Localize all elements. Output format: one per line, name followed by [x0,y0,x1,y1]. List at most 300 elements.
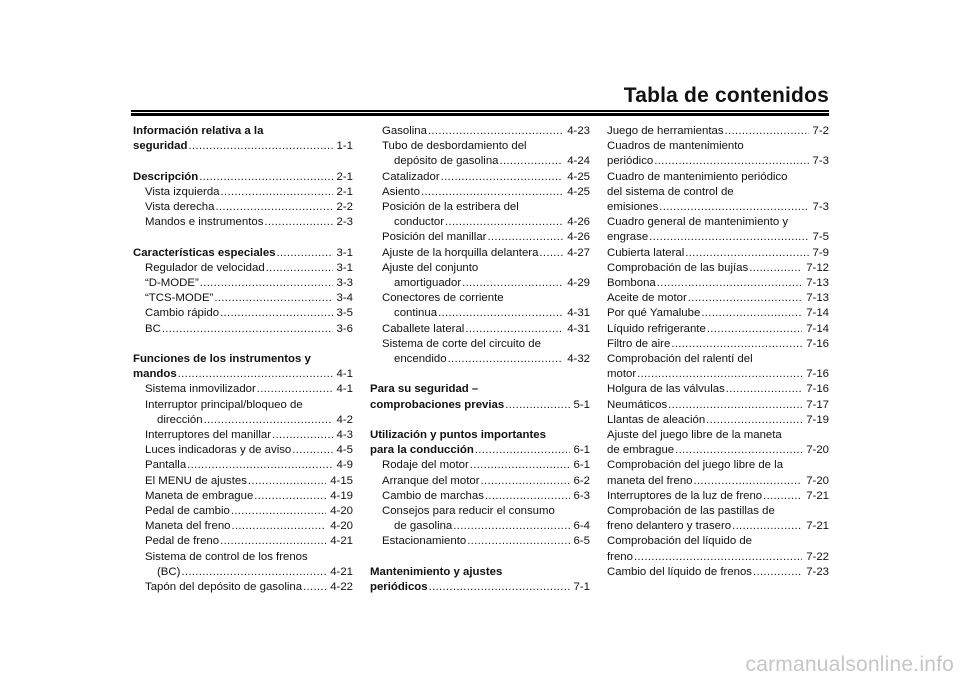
toc-entry[interactable] [370,291,590,321]
toc-entry-title: mandos [133,368,177,381]
toc-entry-line [145,215,353,230]
toc-entry[interactable] [370,230,590,245]
toc-entry-title: freno [607,550,633,563]
toc-entry[interactable] [133,261,353,276]
toc-entry-title: Ajuste del conjunto [382,261,479,274]
toc-entry-line [607,139,829,154]
toc-entry[interactable] [607,352,829,382]
toc-entry[interactable] [607,337,829,352]
dot-leader [254,489,326,504]
toc-entry[interactable] [133,474,353,489]
toc-page-number: 4-19 [330,489,353,502]
toc-page-number: 4-25 [567,170,590,183]
toc-entry-line [133,124,353,139]
toc-page-number: 7-5 [812,231,829,244]
toc-entry[interactable] [607,306,829,321]
toc-entry[interactable] [607,261,829,276]
toc-entry[interactable] [370,170,590,185]
dot-leader [671,337,802,352]
toc-entry-line [382,124,590,139]
toc-entry-title: Cambio de marchas [382,489,484,502]
toc-page-number: 4-20 [330,520,353,533]
toc-entry-line [607,352,829,367]
toc-page-number: 7-16 [806,337,829,350]
toc-entry-title: Rodaje del motor [382,459,469,472]
dot-leader [637,367,802,382]
toc-entry[interactable] [133,306,353,321]
toc-section-heading[interactable] [133,124,353,154]
toc-entry-line [145,428,353,443]
toc-entry-line [607,428,829,443]
toc-entry[interactable] [133,200,353,215]
toc-entry[interactable] [370,474,590,489]
toc-column-2 [370,124,590,595]
toc-entry[interactable] [607,276,829,291]
toc-entry-title: Descripción [133,170,199,183]
toc-entry[interactable] [370,139,590,169]
toc-page-number: 2-3 [336,216,353,229]
toc-entry[interactable] [607,139,829,169]
toc-entry-line [607,534,829,549]
toc-entry-title: Comprobación de las bujías [607,261,749,274]
toc-entry-title: Estacionamiento [382,535,467,548]
toc-entry-title: Neumáticos [607,398,668,411]
toc-entry-line [145,580,353,595]
toc-page-number: 3-1 [336,261,353,274]
toc-entry-title: Tapón del depósito de gasolina [145,581,303,594]
toc-page-number: 3-4 [336,292,353,305]
toc-entry-line [607,398,829,413]
toc-page-number: 3-3 [336,277,353,289]
toc-entry-line [382,534,590,549]
toc-entry-line [382,504,590,519]
toc-entry[interactable] [607,504,829,534]
dot-leader [181,565,326,580]
toc-entry[interactable] [370,124,590,139]
toc-entry-title: Mantenimiento y ajustes [370,565,503,578]
toc-column-3 [607,124,829,580]
toc-entry-line [145,276,353,291]
toc-entry-title: Gasolina [382,125,427,137]
toc-entry[interactable] [607,565,829,580]
toc-page-number: 6-2 [573,474,590,487]
toc-entry-title: Juego de herramientas [607,125,724,137]
toc-entry-line [133,139,353,154]
toc-entry-line [382,337,590,352]
toc-page-number: 2-2 [336,201,353,213]
toc-entry-title: de embrague [607,444,675,457]
toc-column-1 [133,124,353,595]
dot-leader [292,443,332,458]
dot-leader [467,534,569,549]
toc-entry[interactable] [370,246,590,261]
dot-leader [462,276,563,291]
toc-page-number: 6-4 [573,520,590,533]
toc-page-number: 6-1 [573,459,590,472]
toc-entry-title: Luces indicadoras y de aviso [145,444,292,457]
toc-entry-title: Interruptor principal/bloqueo de [145,398,303,411]
dot-leader [675,443,802,458]
toc-entry-title: Utilización y puntos importantes [370,429,546,442]
toc-page-number: 4-3 [336,429,353,442]
toc-entry[interactable] [370,322,590,337]
dot-leader [232,519,327,534]
toc-page-number: 4-23 [567,125,590,137]
toc-entry-title: encendido [394,353,447,366]
toc-entry-title: dirección [157,413,203,426]
toc-entry[interactable] [607,246,829,261]
toc-entry[interactable] [607,170,829,216]
toc-page-number: 7-3 [812,155,829,168]
toc-entry[interactable] [133,291,353,306]
toc-entry[interactable] [133,534,353,549]
dot-leader [215,200,332,215]
toc-entry-title: Holgura de las válvulas [607,383,725,396]
dot-leader [475,443,570,458]
toc-entry[interactable] [133,489,353,504]
toc-entry-title: Mandos e instrumentos [145,216,264,229]
toc-page-number: 4-5 [336,444,353,457]
toc-entry-title: Arranque del motor [382,474,480,487]
toc-entry-line [607,504,829,519]
toc-page-number: 7-13 [806,292,829,305]
toc-entry-line [382,246,590,261]
toc-entry[interactable] [607,534,829,564]
toc-page-number: 2-1 [336,185,353,198]
toc-entry-line [607,458,829,473]
toc-entry-line [382,215,590,230]
dot-leader [214,291,332,306]
toc-entry-line [145,398,353,413]
dot-leader [429,580,570,595]
toc-entry[interactable] [133,382,353,397]
toc-entry-title: Maneta del freno [145,520,231,533]
toc-entry-title: Catalizador [382,170,440,183]
toc-entry[interactable] [370,504,590,534]
toc-entry-line [145,185,353,200]
toc-page-number: 7-14 [806,322,829,335]
dot-leader [688,291,802,306]
toc-entry-line [382,306,590,321]
toc-entry-line [382,458,590,473]
dot-leader [706,413,802,428]
toc-entry-line [607,565,829,580]
toc-entry[interactable] [607,428,829,458]
dot-leader [421,185,563,200]
toc-page-number: 7-21 [806,520,829,533]
toc-section-heading[interactable] [133,352,353,382]
dot-leader [199,170,332,185]
toc-entry-title: Características especiales [133,246,276,259]
toc-entry-title: Posición del manillar [382,231,487,244]
toc-entry-title: Regulador de velocidad [145,261,265,274]
toc-entry[interactable] [370,337,590,367]
toc-page-number: 4-9 [336,459,353,472]
toc-entry-line [382,352,590,367]
toc-entry-line [382,489,590,504]
toc-entry-title: Ajuste del juego libre de la maneta [607,429,782,442]
toc-entry-title: Sistema de control de los frenos [145,550,308,563]
toc-page-number: 7-2 [812,125,829,137]
toc-entry[interactable] [607,413,829,428]
toc-entry-title: Bombona [607,277,656,290]
toc-entry-title: Pedal de freno [145,535,220,548]
toc-entry-title: periódicos [370,581,428,594]
toc-entry-line [607,413,829,428]
toc-entry-line [382,276,590,291]
dot-leader [204,413,333,428]
toc-entry[interactable] [133,580,353,595]
toc-entry-title: Filtro de aire [607,337,671,350]
toc-entry[interactable] [607,215,829,245]
toc-entry-title: Sistema de corte del circuito de [382,337,541,350]
toc-entry-line [145,322,353,337]
dot-leader [303,580,326,595]
toc-page-number: 4-21 [330,535,353,548]
toc-entry[interactable] [133,276,353,291]
toc-entry-title: Maneta de embrague [145,489,254,502]
toc-section-heading[interactable] [370,565,590,595]
toc-entry[interactable] [607,322,829,337]
toc-entry[interactable] [133,428,353,443]
toc-entry-title: comprobaciones previas [370,398,505,411]
toc-entry[interactable] [133,550,353,580]
toc-entry[interactable] [370,534,590,549]
dot-leader [272,428,333,443]
toc-page-number: 4-27 [567,246,590,259]
toc-entry-title: motor [607,368,637,381]
toc-entry-line [607,474,829,489]
toc-entry-title: Cuadro general de mantenimiento y [607,216,789,229]
toc-entry[interactable] [607,382,829,397]
toc-entry-line [133,170,353,185]
dot-leader [685,246,808,261]
toc-entry-line [607,443,829,458]
toc-entry[interactable] [370,185,590,200]
toc-entry-title: Pedal de cambio [145,505,230,518]
toc-entry-title: BC [145,322,161,335]
toc-entry-title: Comprobación del juego libre de la [607,459,784,472]
dot-leader [505,398,569,413]
toc-entry-title: Funciones de los instrumentos y [133,353,311,365]
toc-entry-title: Conectores de corriente [382,292,504,305]
toc-entry[interactable] [133,458,353,473]
toc-entry-line [382,474,590,489]
toc-entry-line [145,443,353,458]
toc-page-number: 4-1 [336,383,353,396]
toc-entry-line [607,276,829,291]
dot-leader [162,322,333,337]
toc-entry-line [607,215,829,230]
toc-page-number: 7-19 [806,413,829,426]
toc-entry[interactable] [370,200,590,230]
toc-page-number: 6-5 [573,535,590,548]
dot-leader [445,215,563,230]
toc-page-number: 7-20 [806,444,829,457]
toc-entry[interactable] [370,458,590,473]
dot-leader [753,565,802,580]
toc-entry[interactable] [607,124,829,139]
toc-entry-line [607,170,829,185]
toc-page-number: 7-16 [806,368,829,381]
dot-leader [749,261,802,276]
toc-entry-title: Comprobación del líquido de [607,535,753,548]
dot-leader [438,306,563,321]
toc-entry[interactable] [133,215,353,230]
dot-leader [707,322,802,337]
toc-entry-line [145,534,353,549]
toc-entry-title: seguridad [133,140,188,153]
toc-entry-title: Comprobación de las pastillas de [607,505,775,518]
toc-page-number: 4-32 [567,353,590,366]
toc-entry-line [145,261,353,276]
dot-leader [266,261,333,276]
dot-leader [257,382,333,397]
page-title: Tabla de contenidos [623,84,829,107]
toc-page-number: 3-6 [336,322,353,335]
toc-entry-line [370,398,590,413]
toc-entry[interactable] [133,398,353,428]
toc-entry-line [145,550,353,565]
toc-entry-title: depósito de gasolina [394,155,499,168]
dot-leader [200,276,333,291]
toc-entry-title: para la conducción [370,444,474,457]
toc-entry-title: engrase [607,231,649,244]
toc-entry-title: Líquido refrigerante [607,322,706,335]
dot-leader [732,519,802,534]
toc-entry-title: Cubierta lateral [607,246,685,259]
toc-page-number: 7-17 [806,398,829,411]
dot-leader [726,382,802,397]
toc-page-number: 4-15 [330,474,353,487]
toc-page-number: 1-1 [336,140,353,153]
toc-entry-line [607,367,829,382]
toc-entry-title: Cambio rápido [145,307,220,320]
toc-entry-line [607,337,829,352]
toc-entry-title: Pantalla [145,459,187,472]
dot-leader [763,489,802,504]
toc-page-number: 6-1 [573,444,590,457]
toc-entry-line [145,291,353,306]
toc-entry[interactable] [370,489,590,504]
toc-entry-line [607,519,829,534]
toc-entry-title: Interruptores de la luz de freno [607,489,763,502]
dot-leader [453,519,569,534]
dot-leader [231,504,326,519]
dot-leader [187,458,332,473]
toc-page-number: 4-26 [567,231,590,244]
dot-leader [220,534,326,549]
toc-entry-title: del sistema de control de [607,185,734,198]
toc-page-number: 7-13 [806,277,829,290]
dot-leader [470,458,570,473]
toc-entry-line [382,139,590,154]
toc-entry-line [145,306,353,321]
toc-entry[interactable] [133,504,353,519]
toc-entry[interactable] [133,443,353,458]
dot-leader [649,230,808,245]
toc-page-number: 4-25 [567,185,590,198]
toc-page-number: 7-23 [806,565,829,578]
toc-entry-title: Vista derecha [145,201,215,213]
toc-entry-title: freno delantero y trasero [607,520,732,533]
dot-leader [178,367,333,382]
toc-section-heading[interactable] [133,170,353,185]
toc-page-number: 7-3 [812,201,829,214]
dot-leader [465,322,563,337]
toc-entry-line [382,519,590,534]
toc-page-number: 7-16 [806,383,829,396]
toc-entry-title: “TCS-MODE” [145,292,214,305]
toc-entry[interactable] [133,322,353,337]
dot-leader [264,215,332,230]
toc-entry-title: Información relativa a la [133,125,264,137]
dot-leader [694,474,803,489]
toc-entry-line [145,504,353,519]
toc-entry-title: Asiento [382,185,420,198]
toc-entry-title: Posición de la estribera del [382,201,519,214]
toc-entry-line [607,291,829,306]
toc-entry-line [382,154,590,169]
toc-entry-line [370,443,590,458]
toc-entry[interactable] [607,489,829,504]
toc-entry-line [145,458,353,473]
toc-entry-line [607,550,829,565]
toc-page-number: 4-20 [330,505,353,518]
toc-entry[interactable] [133,185,353,200]
toc-entry[interactable] [133,519,353,534]
toc-section-heading[interactable] [370,382,590,412]
toc-entry-line [382,200,590,215]
toc-page-number: 7-22 [806,550,829,563]
toc-page-number: 7-14 [806,307,829,320]
toc-entry-title: Ajuste de la horquilla delantera [382,246,539,259]
toc-entry-title: Llantas de aleación [607,413,706,426]
toc-entry-line [607,489,829,504]
toc-page-number: 7-21 [806,489,829,502]
toc-entry-line [145,489,353,504]
dot-leader [221,185,333,200]
toc-entry[interactable] [370,261,590,291]
toc-entry-line [607,124,829,139]
toc-entry-title: Comprobación del ralentí del [607,353,753,366]
toc-page-number: 7-1 [573,581,590,594]
toc-page-number: 4-21 [330,565,353,578]
dot-leader [481,474,570,489]
toc-page-number: 4-1 [336,368,353,381]
toc-page-number: 7-20 [806,474,829,487]
dot-leader [668,398,802,413]
toc-entry-line [145,474,353,489]
toc-entry-title: Cuadro de mantenimiento periódico [607,170,788,183]
toc-entry-line [382,291,590,306]
dot-leader [539,246,563,261]
dot-leader [634,550,802,565]
toc-entry[interactable] [607,458,829,488]
toc-entry-title: (BC) [157,565,181,578]
toc-entry-line [145,413,353,428]
toc-page-number: 4-26 [567,216,590,229]
toc-entry-title: Consejos para reducir el consumo [382,505,555,518]
toc-entry[interactable] [607,291,829,306]
toc-entry-line [607,306,829,321]
toc-entry-title: amortiguador [394,277,462,290]
toc-entry-line [370,382,590,397]
toc-section-heading[interactable] [133,246,353,261]
toc-page-number: 7-12 [806,261,829,274]
toc-entry[interactable] [607,398,829,413]
toc-section-heading[interactable] [370,428,590,458]
